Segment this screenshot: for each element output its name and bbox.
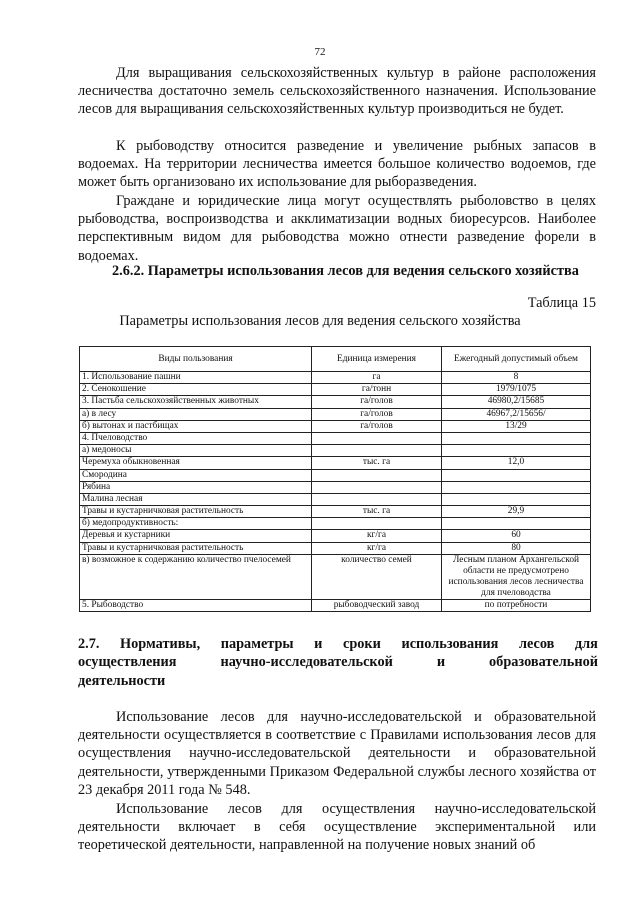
table-row <box>80 518 591 530</box>
table-cell: 46967,2/15656/ <box>442 408 591 420</box>
table-cell <box>312 518 442 530</box>
table-cell: 46980,2/15685 <box>442 396 591 408</box>
table-cell: Черемуха обыкновенная <box>80 457 312 469</box>
table-cell <box>442 445 591 457</box>
table-cell: 5. Рыбоводство <box>80 599 312 611</box>
table-cell: кг/га <box>312 530 442 542</box>
table-cell <box>442 481 591 493</box>
table-cell: Травы и кустарничковая растительность <box>80 542 312 554</box>
table-cell: Смородина <box>80 469 312 481</box>
table-cell: га/голов <box>312 420 442 432</box>
paragraph-fish-breeding <box>78 137 596 192</box>
table-cell: рыбоводческий завод <box>312 599 442 611</box>
agriculture-parameters-table <box>79 346 591 612</box>
table-cell: 2. Сенокошение <box>80 384 312 396</box>
table-cell: тыс. га <box>312 506 442 518</box>
table-cell: в) возможное к содержанию количество пчелосемей <box>80 554 312 599</box>
table-cell <box>442 469 591 481</box>
table-caption: Параметры использования лесов для ведения сельского хозяйства <box>119 313 521 329</box>
paragraph-text: Использование лесов для осуществления научно-исследовательской деятельности включает в себя осуществление экспериментальной или теоретической деятельности, направленной на получение новых знаний об <box>78 801 596 854</box>
table-cell <box>442 493 591 505</box>
table-row <box>80 457 591 469</box>
section-heading-2-7 <box>78 635 598 690</box>
paragraph-text: Граждане и юридические лица могут осуществлять рыболовство в целях рыбоводства, воспроизводства и акклиматизации водных биоресурсов. Наиболее перспективным видом для рыбоводства можно отнести разведение форели в водоемах. <box>78 193 596 264</box>
table-cell: б) вытонах и пастбищах <box>80 420 312 432</box>
paragraph-text: К рыбоводству относится разведение и увеличение рыбных запасов в водоемах. На территории лесничества имеется большое количество водоемов, где может быть организовано их использование для рыборазведения. <box>78 138 596 191</box>
heading-word: образовательной <box>489 654 598 671</box>
heading-word: лесов <box>518 636 555 652</box>
table-cell: кг/га <box>312 542 442 554</box>
paragraph-agriculture <box>78 64 596 119</box>
table-cell: Лесным планом Архангельской области не предусмотрено использования лесов лесничества для пчеловодства <box>442 554 591 599</box>
table-row <box>80 420 591 432</box>
heading-word: и <box>314 636 323 652</box>
table-cell: а) медоносы <box>80 445 312 457</box>
column-header: Единица измерения <box>312 347 442 372</box>
table-cell <box>312 481 442 493</box>
table-row <box>80 408 591 420</box>
table-cell <box>442 432 591 444</box>
heading-line-3: деятельности <box>78 672 166 689</box>
paragraph-text: Для выращивания сельскохозяйственных культур в районе расположения лесничества достаточно земель сельскохозяйственного назначения. Использование лесов для выращивания сельскохозяйственных культур производиться не будет. <box>78 65 596 118</box>
table-cell <box>312 493 442 505</box>
heading-line-2 <box>78 653 598 671</box>
table-cell: 80 <box>442 542 591 554</box>
table-number: Таблица 15 <box>527 295 596 311</box>
table-cell: количество семей <box>312 554 442 599</box>
table-cell <box>312 445 442 457</box>
table-row <box>80 493 591 505</box>
table-row <box>80 432 591 444</box>
table-cell: Рябина <box>80 481 312 493</box>
heading-word: параметры <box>220 636 294 652</box>
table-cell: 4. Пчеловодство <box>80 432 312 444</box>
heading-word: и <box>436 654 446 671</box>
paragraph-research-activity <box>78 800 596 855</box>
column-header: Виды пользования <box>80 347 312 372</box>
table-cell: б) медопродуктивность: <box>80 518 312 530</box>
heading-word: Нормативы, <box>120 636 201 652</box>
table-cell: а) в лесу <box>80 408 312 420</box>
table-cell: га/голов <box>312 408 442 420</box>
table-row <box>80 481 591 493</box>
heading-word: для <box>574 636 598 652</box>
table-cell: 13/29 <box>442 420 591 432</box>
table-cell: 3. Пастьба сельскохозяйственных животных <box>80 396 312 408</box>
table-cell: га/голов <box>312 396 442 408</box>
table-cell <box>442 518 591 530</box>
heading-word: сроки <box>342 636 381 652</box>
table-cell: 12,0 <box>442 457 591 469</box>
table-row <box>80 506 591 518</box>
paragraph-fishing <box>78 192 596 265</box>
table-row <box>80 554 591 599</box>
table-cell: 8 <box>442 372 591 384</box>
table-cell: га <box>312 372 442 384</box>
table-cell <box>312 432 442 444</box>
table-row <box>80 469 591 481</box>
table-cell: тыс. га <box>312 457 442 469</box>
table-cell: 29,9 <box>442 506 591 518</box>
table-header-row <box>80 347 591 372</box>
table-cell: Малина лесная <box>80 493 312 505</box>
heading-word: осуществления <box>78 654 177 671</box>
heading-word: 2.7. <box>78 636 100 652</box>
section-heading-2-6-2: 2.6.2. Параметры использования лесов для ведения сельского хозяйства <box>112 263 579 279</box>
table-cell: 1. Использование пашни <box>80 372 312 384</box>
table-cell: 1979/1075 <box>442 384 591 396</box>
heading-word: использования <box>401 636 499 652</box>
table-cell: Травы и кустарничковая растительность <box>80 506 312 518</box>
paragraph-text: Использование лесов для научно-исследовательской и образовательной деятельности осуществляется в соответствие с Правилами использования лесов для осуществления научно-исследовательской деятельности и образовательной деятельности, утвержденными Приказом Федеральной службы лесного хозяйства от 23 декабря 2011 года № 548. <box>78 709 596 798</box>
table-row <box>80 445 591 457</box>
table-cell: по потребности <box>442 599 591 611</box>
table-cell: Деревья и кустарники <box>80 530 312 542</box>
table-row <box>80 530 591 542</box>
table-cell <box>312 469 442 481</box>
table-cell: 60 <box>442 530 591 542</box>
table-row <box>80 599 591 611</box>
heading-word: научно-исследовательской <box>220 654 393 671</box>
table-row <box>80 384 591 396</box>
table-row <box>80 396 591 408</box>
page-number: 72 <box>314 46 326 58</box>
heading-line-1 <box>78 635 598 653</box>
paragraph-research-rules <box>78 708 596 799</box>
table-cell: га/тонн <box>312 384 442 396</box>
table-row <box>80 372 591 384</box>
column-header: Ежегодный допустимый объем <box>442 347 591 372</box>
table-row <box>80 542 591 554</box>
